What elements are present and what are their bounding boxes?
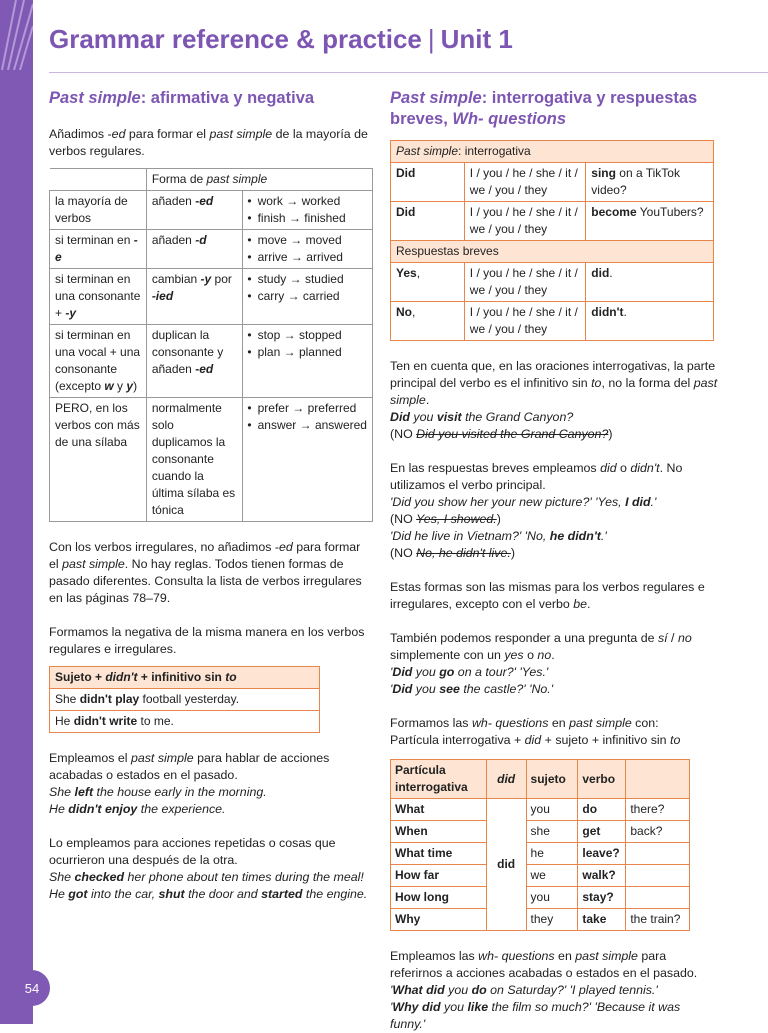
table-cell: I / you / he / she / it / we / you / they <box>464 263 586 302</box>
table-header-cell: Past simple: interrogativa <box>391 141 714 163</box>
table-cell: stay? <box>578 887 626 909</box>
table-row <box>50 325 373 398</box>
table-cell: No, <box>391 302 465 341</box>
table-cell: we <box>526 865 578 887</box>
table-header-cell: verbo <box>578 760 626 799</box>
table-row <box>391 821 690 843</box>
table-cell: Yes, <box>391 263 465 302</box>
table-cell: la mayoría de verbos <box>50 191 147 230</box>
table-cell: si terminan en una vocal + una consonante (excepto w y y) <box>50 325 147 398</box>
example-sentence: 'Did you show her your new picture?' 'Yes, I did.' <box>390 495 657 509</box>
table-cell: Did <box>391 163 465 202</box>
table-header-row <box>391 141 714 163</box>
section-heading-interrogative: Past simple: interrogativa y respuestas breves, Wh- questions <box>390 89 698 128</box>
table-header-row <box>391 760 690 799</box>
example-sentence: He didn't enjoy the experience. <box>49 802 226 816</box>
table-cell: añaden -d <box>146 230 243 269</box>
table-header-row <box>391 241 714 263</box>
intro-paragraph: Añadimos -ed para formar el past simple de la mayoría de verbos regulares. <box>49 127 368 158</box>
example-sentence: 'Did he live in Vietnam?' 'No, he didn't.' <box>390 529 607 543</box>
incorrect-example: (NO Did you visited the Grand Canyon?) <box>390 427 613 441</box>
example-sentence: She checked her phone about ten times during the meal! <box>49 870 364 884</box>
table-header-cell: Respuestas breves <box>391 241 714 263</box>
table-cell: She didn't play football yesterday. <box>50 689 320 711</box>
table-row <box>50 230 373 269</box>
table-row <box>391 865 690 887</box>
table-cell: he <box>526 843 578 865</box>
page-title: Grammar reference & practice | Unit 1 <box>49 24 513 54</box>
table-cell: He didn't write to me. <box>50 711 320 733</box>
table-cell: si terminan en una consonante + -y <box>50 269 147 325</box>
table-cell: How long <box>391 887 487 909</box>
table-header-cell: did <box>486 760 526 799</box>
example-sentence: 'What did you do on Saturday?' 'I played tennis.' <box>390 983 658 997</box>
table-cell: normalmente solo duplicamos la consonante cuando la última sílaba es tónica <box>146 398 243 522</box>
table-header-cell: Partícula interrogativa <box>391 760 487 799</box>
right-column <box>390 88 718 1033</box>
example-sentence: He got into the car, shut the door and started the engine. <box>49 887 368 901</box>
interrogative-table <box>390 140 714 341</box>
example-sentence: She left the house early in the morning. <box>49 785 267 799</box>
table-cell <box>626 887 690 909</box>
wh-questions-table <box>390 759 690 931</box>
table-cell: • stop → stopped • plan → planned <box>243 325 373 398</box>
section-heading-affirmative: Past simple: afirmativa y negativa <box>49 89 315 107</box>
table-cell: become YouTubers? <box>586 202 714 241</box>
table-cell: did. <box>586 263 714 302</box>
table-row <box>391 799 690 821</box>
table-cell: get <box>578 821 626 843</box>
table-cell: duplican la consonante y añaden -ed <box>146 325 243 398</box>
table-header-cell: Sujeto + didn't + infinitivo sin to <box>50 667 320 689</box>
table-row <box>50 711 320 733</box>
table-cell: • study → studied • carry → carried <box>243 269 373 325</box>
interrogative-note: Ten en cuenta que, en las oraciones interrogativas, la parte principal del verbo es el infinitivo sin to, no la forma del past simple. <box>390 359 718 407</box>
example-sentence: 'Why did you like the film so much?' 'Because it was funny.' <box>390 1000 681 1031</box>
title-divider <box>49 72 768 73</box>
wh-formula: Partícula interrogativa + did + sujeto + infinitivo sin to <box>390 733 681 747</box>
table-cell: What time <box>391 843 487 865</box>
table-cell: you <box>526 887 578 909</box>
incorrect-example: (NO Yes, I showed.) <box>390 512 501 526</box>
table-cell: the train? <box>626 909 690 931</box>
table-cell: • work → worked • finish → finished <box>243 191 373 230</box>
table-cell: sing on a TikTok video? <box>586 163 714 202</box>
table-cell: I / you / he / she / it / we / you / they <box>464 163 586 202</box>
table-cell: she <box>526 821 578 843</box>
incorrect-example: (NO No, he didn't live.) <box>390 546 515 560</box>
table-cell: there? <box>626 799 690 821</box>
wh-use-paragraph: Empleamos las wh- questions en past simple para referirnos a acciones acabadas o estados en el pasado. <box>390 949 698 980</box>
negative-paragraph: Formamos la negativa de la misma manera en los verbos regulares e irregulares. <box>49 625 365 656</box>
example-sentence: Did you visit the Grand Canyon? <box>390 410 574 424</box>
table-cell: PERO, en los verbos con más de una sílaba <box>50 398 147 522</box>
table-cell <box>626 843 690 865</box>
table-header-cell: sujeto <box>526 760 578 799</box>
table-row <box>50 269 373 325</box>
table-header-cell <box>626 760 690 799</box>
left-column <box>49 88 373 903</box>
table-cell: How far <box>391 865 487 887</box>
left-sidebar-band <box>0 0 33 1024</box>
table-cell: do <box>578 799 626 821</box>
repeated-actions-paragraph: Lo empleamos para acciones repetidas o cosas que ocurrieron una después de la otra. <box>49 836 336 867</box>
example-sentence: 'Did you go on a tour?' 'Yes.' <box>390 665 549 679</box>
table-row <box>391 163 714 202</box>
table-cell: walk? <box>578 865 626 887</box>
table-cell: cambian -y por -ied <box>146 269 243 325</box>
irregular-paragraph: Con los verbos irregulares, no añadimos -ed para formar el past simple. No hay reglas. Todos tienen formas de pasado diferentes. Consulta la lista de verbos irregulares en las páginas 78–79. <box>49 540 362 605</box>
table-cell: • prefer → preferred • answer → answered <box>243 398 373 522</box>
regular-verbs-table <box>49 168 373 522</box>
table-row <box>391 887 690 909</box>
table-row <box>391 302 714 341</box>
table-row <box>391 843 690 865</box>
yes-no-note: También podemos responder a una pregunta de sí / no simplemente con un yes o no. <box>390 631 692 662</box>
page-number: 54 <box>14 970 50 1006</box>
table-cell: What <box>391 799 487 821</box>
example-sentence: 'Did you see the castle?' 'No.' <box>390 682 554 696</box>
corner-decoration <box>0 0 33 70</box>
table-row <box>391 263 714 302</box>
table-cell: you <box>526 799 578 821</box>
table-cell: did <box>486 799 526 931</box>
table-row <box>50 689 320 711</box>
table-cell: leave? <box>578 843 626 865</box>
negative-table <box>49 666 320 733</box>
table-header-row <box>50 169 373 191</box>
table-cell <box>626 865 690 887</box>
table-row <box>50 398 373 522</box>
table-cell: I / you / he / she / it / we / you / they <box>464 202 586 241</box>
table-cell: didn't. <box>586 302 714 341</box>
same-forms-note: Estas formas son las mismas para los verbos regulares e irregulares, excepto con el verbo be. <box>390 580 705 611</box>
wh-intro: Formamos las wh- questions en past simple con: <box>390 716 659 730</box>
table-cell: Did <box>391 202 465 241</box>
table-cell: back? <box>626 821 690 843</box>
short-answers-note: En las respuestas breves empleamos did o didn't. No utilizamos el verbo principal. <box>390 461 683 492</box>
table-row <box>391 202 714 241</box>
use-paragraph: Empleamos el past simple para hablar de acciones acabadas o estados en el pasado. <box>49 751 330 782</box>
table-cell: they <box>526 909 578 931</box>
table-cell: si terminan en -e <box>50 230 147 269</box>
table-cell: Why <box>391 909 487 931</box>
table-row <box>50 191 373 230</box>
table-cell: I / you / he / she / it / we / you / they <box>464 302 586 341</box>
table-cell: añaden -ed <box>146 191 243 230</box>
table-header-cell: Forma de past simple <box>146 169 372 191</box>
table-cell: take <box>578 909 626 931</box>
table-header-row <box>50 667 320 689</box>
table-row <box>391 909 690 931</box>
table-cell: • move → moved • arrive → arrived <box>243 230 373 269</box>
table-cell: When <box>391 821 487 843</box>
